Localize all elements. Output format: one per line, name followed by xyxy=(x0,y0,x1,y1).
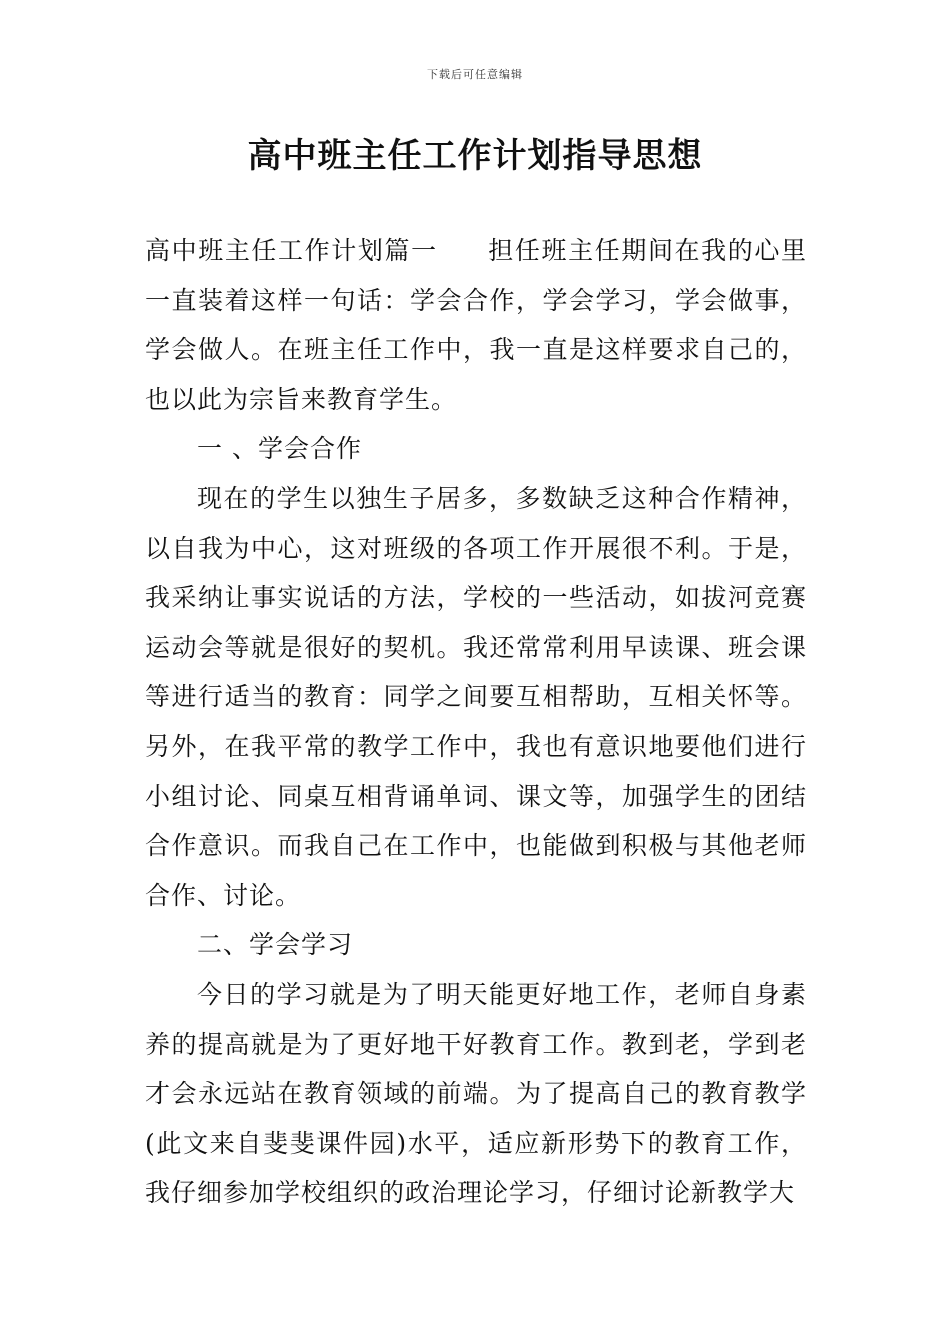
header-note: 下载后可任意编辑 xyxy=(427,68,523,81)
section-paragraph-1: 现在的学生以独生子居多，多数缺乏这种合作精神，以自我为中心，这对班级的各项工作开展很不利。于是，我采纳让事实说话的方法，学校的一些活动，如拔河竞赛运动会等就是很好的契机。我还常常利用早读课、班会课等进行适当的教育：同学之间要互相帮助，互相关怀等。另外，在我平常的教学工作中，我也有意识地要他们进行小组讨论、同桌互相背诵单词、课文等，加强学生的团结合作意识。而我自己在工作中，也能做到积极与其他老师合作、讨论。 xyxy=(145,483,807,910)
section-heading-1: 一 、学会合作 xyxy=(197,434,362,464)
intro-lead: 高中班主任工作计划篇一 xyxy=(145,236,438,265)
section-paragraph-2: 今日的学习就是为了明天能更好地工作，老师自身素养的提高就是为了更好地干好教育工作。教到老，学到老才会永远站在教育领域的前端。为了提高自己的教育教学(此文来自斐斐课件园)水平，适应新形势下的教育工作，我仔细参加学校组织的政治理论学习，仔细讨论新教学大 xyxy=(145,979,807,1208)
document-title: 高中班主任工作计划指导思想 xyxy=(247,136,703,176)
intro-paragraph xyxy=(145,226,807,424)
document-body xyxy=(145,226,807,1218)
section-heading-2: 二、学会学习 xyxy=(197,930,354,960)
intro-text: 担任班主任期间在我的心里一直装着这样一句话：学会合作，学会学习，学会做事，学会做人。在班主任工作中，我一直是这样要求自己的，也以此为宗旨来教育学生。 xyxy=(145,236,807,414)
